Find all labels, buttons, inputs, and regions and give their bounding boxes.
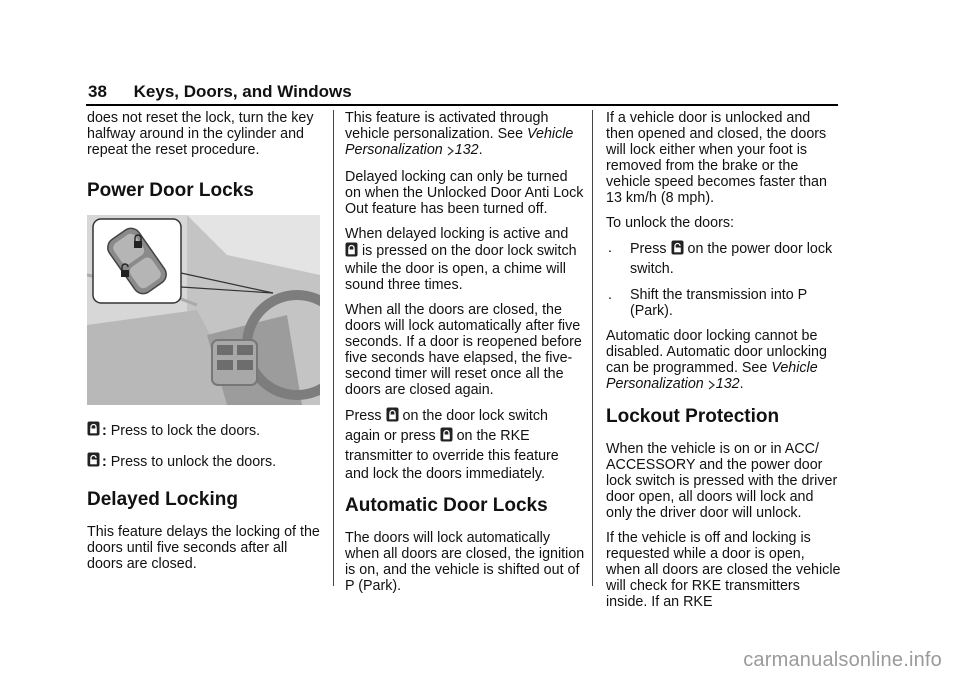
lock-icon: [386, 407, 399, 427]
page-ref-icon: [447, 144, 455, 160]
paragraph: [345, 226, 585, 293]
list-item: [606, 240, 842, 278]
page-reference[interactable]: 132: [715, 376, 740, 392]
paragraph: If the vehicle is off and locking is requested while a door is open, when all doors are closed the vehicle will check for RKE transmitters inside. If an RKE: [606, 530, 841, 610]
lock-icon: [345, 242, 358, 261]
unlock-key-entry: [87, 452, 323, 471]
paragraph: To unlock the doors:: [606, 215, 734, 231]
paragraph: When all the doors are closed, the doors will lock automatically after five seconds. If a door is reopened before five seconds have elapsed, the five-second timer will reset once all the doors are closed again.: [345, 302, 582, 398]
text: .: [478, 142, 483, 158]
text: Press: [630, 241, 667, 257]
column-divider: [592, 110, 593, 586]
bullet-mark: .: [608, 287, 612, 303]
header-rule: [86, 104, 838, 106]
column-3: [606, 110, 842, 619]
lock-icon: [440, 427, 453, 447]
text: Automatic door locking cannot be disabled. Automatic door unlocking can be programmed. See: [606, 328, 827, 376]
heading-lockout-protection: Lockout Protection: [606, 406, 780, 427]
cross-reference-link[interactable]: Vehicle Personalization: [606, 360, 818, 392]
text: on the RKE transmitter to override this feature and lock the doors immediately.: [345, 428, 559, 482]
page-ref-icon: [708, 378, 716, 394]
paragraph: does not reset the lock, turn the key halfway around in the cylinder and repeat the reset procedure.: [87, 110, 314, 158]
text: When delayed locking is active and: [345, 226, 569, 242]
list-item: [606, 287, 842, 319]
column-divider: [333, 110, 334, 586]
page-number: 38: [88, 82, 107, 101]
column-1: [87, 110, 323, 581]
unlock-description: Press to unlock the doors.: [110, 453, 277, 470]
lock-key-entry: [87, 421, 323, 440]
list-item-text: [630, 240, 842, 278]
key-separator: :: [102, 453, 107, 470]
heading-automatic-door-locks: Automatic Door Locks: [345, 495, 548, 516]
unlock-icon: [87, 452, 100, 471]
text: is pressed on the door lock switch while the door is open, a chime will sound three times.: [345, 243, 577, 293]
page-reference[interactable]: 132: [454, 142, 479, 158]
paragraph: When the vehicle is on or in ACC/ ACCESSORY and the power door lock switch is pressed with the driver door open, all doors will lock and only the driver door will unlock.: [606, 441, 838, 521]
bullet-mark: .: [608, 240, 612, 256]
key-separator: :: [102, 422, 107, 439]
paragraph: If a vehicle door is unlocked and then opened and closed, the doors will lock either when your foot is removed from the brake or the vehicle speed becomes faster than 13 km/h (8 mph).: [606, 110, 827, 206]
lock-description: Press to lock the doors.: [110, 422, 261, 439]
door-lock-switch-illustration: [87, 215, 320, 405]
section-title: Keys, Doors, and Windows: [133, 82, 352, 101]
text: This feature is activated through vehicle personalization. See: [345, 110, 549, 142]
paragraph: [345, 407, 585, 483]
column-2: [345, 110, 585, 603]
cross-reference-link[interactable]: Vehicle Personalization: [345, 126, 574, 158]
text: Press: [345, 408, 382, 424]
paragraph: This feature delays the locking of the doors until five seconds after all doors are closed.: [87, 524, 320, 572]
paragraph: The doors will lock automatically when all doors are closed, the ignition is on, and the vehicle is shifted out of P (Park).: [345, 530, 585, 594]
paragraph: [606, 328, 842, 394]
paragraph: [345, 110, 585, 160]
page-header: [88, 82, 352, 102]
text: on the power door lock switch.: [630, 241, 833, 277]
heading-delayed-locking: Delayed Locking: [87, 489, 238, 510]
unlock-icon: [671, 240, 684, 260]
paragraph: Delayed locking can only be turned on when the Unlocked Door Anti Lock Out feature has been turned off.: [345, 169, 584, 217]
list-item-text: Shift the transmission into P (Park).: [630, 287, 807, 319]
heading-power-door-locks: Power Door Locks: [87, 180, 254, 201]
lock-icon: [87, 421, 100, 440]
watermark: carmanualsonline.info: [743, 649, 942, 671]
text: on the door lock switch again or press: [345, 408, 548, 444]
text: .: [739, 376, 744, 392]
